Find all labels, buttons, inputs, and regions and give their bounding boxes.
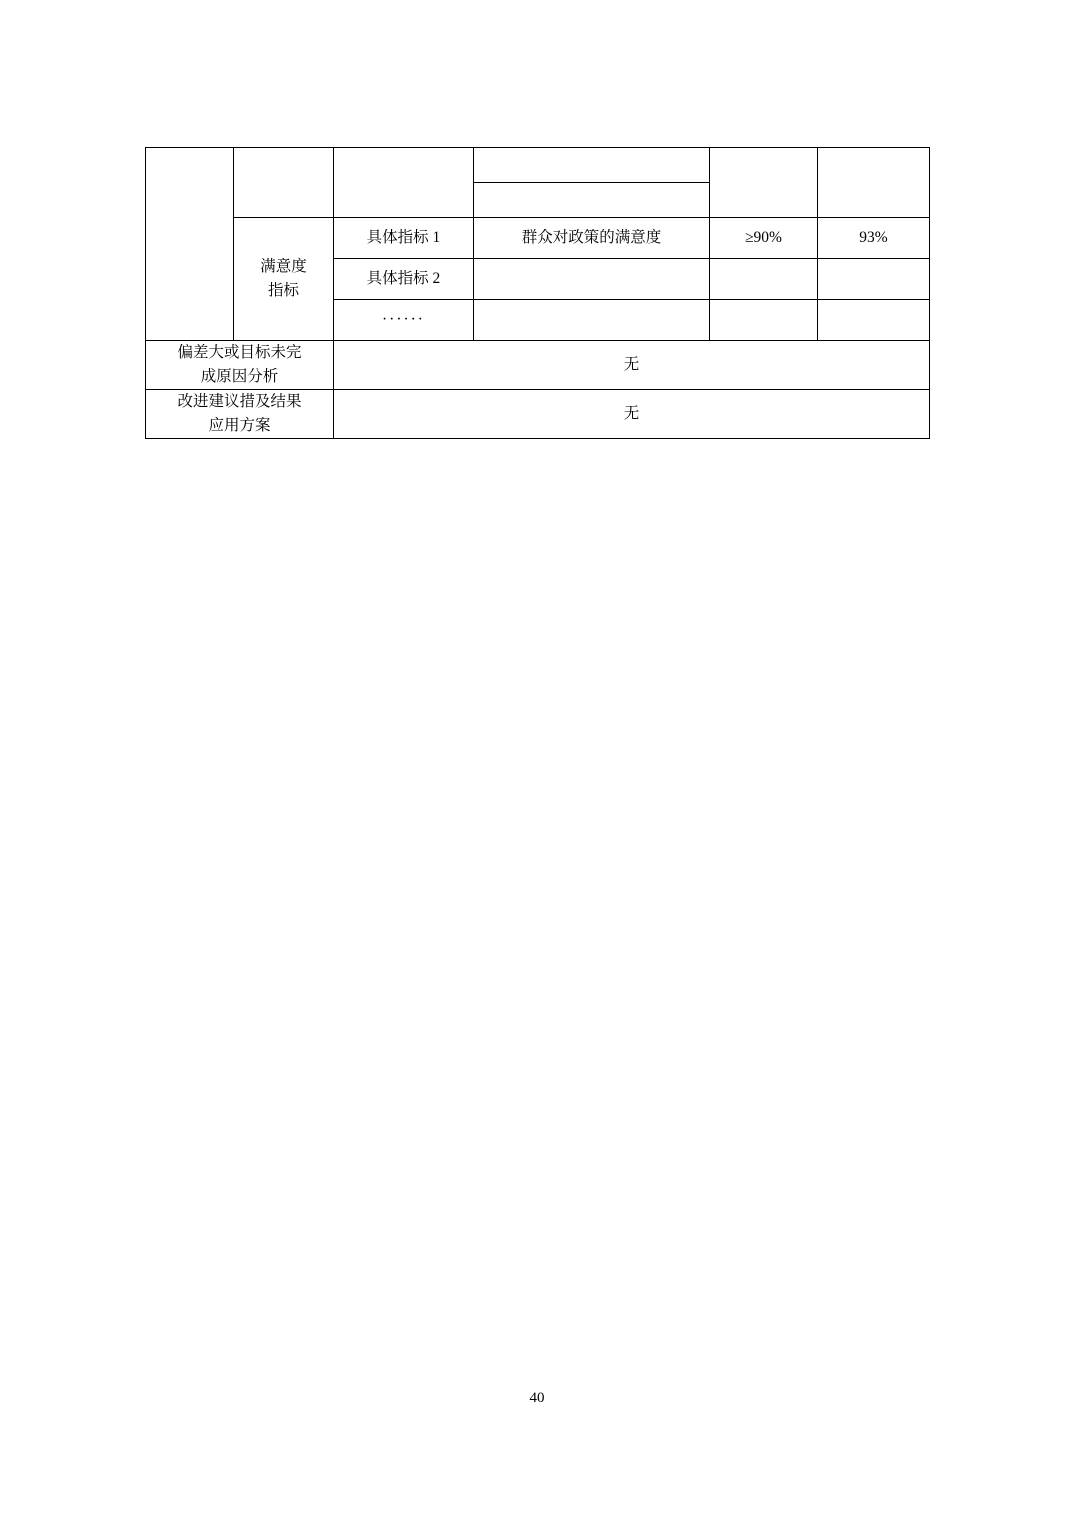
cell-indicator-name-empty	[474, 148, 710, 183]
cell-target-2	[710, 259, 818, 300]
cell-outer-category	[146, 148, 234, 341]
table-row	[146, 148, 930, 183]
category-line-1: 满意度	[260, 257, 307, 275]
cell-target-continued	[710, 148, 818, 218]
cell-improvement-plan-label	[146, 390, 334, 439]
cell-actual-more	[818, 300, 930, 341]
cell-indicator-label-continued	[334, 148, 474, 218]
cell-indicator-name-1: 群众对政策的满意度	[474, 218, 710, 259]
cell-category-satisfaction	[234, 218, 334, 341]
deviation-label-line-1: 偏差大或目标未完	[177, 344, 302, 361]
cell-indicator-label-more: ······	[334, 300, 474, 341]
cell-actual-1: 93%	[818, 218, 930, 259]
table-row	[146, 218, 930, 259]
cell-target-more	[710, 300, 818, 341]
improvement-label-line-2: 应用方案	[208, 417, 271, 435]
cell-indicator-name-empty-2	[474, 183, 710, 218]
category-line-2: 指标	[267, 282, 299, 299]
cell-indicator-name-2	[474, 259, 710, 300]
cell-indicator-label-1: 具体指标 1	[334, 218, 474, 259]
cell-deviation-analysis-value: 无	[334, 341, 930, 390]
cell-actual-continued	[818, 148, 930, 218]
cell-improvement-plan-value: 无	[334, 390, 930, 439]
performance-evaluation-table	[145, 147, 930, 439]
improvement-label-line-1: 改进建议措及结果	[177, 393, 302, 411]
deviation-label-line-2: 成原因分析	[200, 368, 279, 386]
cell-indicator-name-more	[474, 300, 710, 341]
cell-actual-2	[818, 259, 930, 300]
cell-target-1: ≥90%	[710, 218, 818, 259]
cell-indicator-label-2: 具体指标 2	[334, 259, 474, 300]
page-number: 40	[529, 1390, 545, 1406]
table-row	[146, 341, 930, 390]
cell-deviation-analysis-label	[146, 341, 334, 390]
cell-category-continued	[234, 148, 334, 218]
table-row	[146, 390, 930, 439]
